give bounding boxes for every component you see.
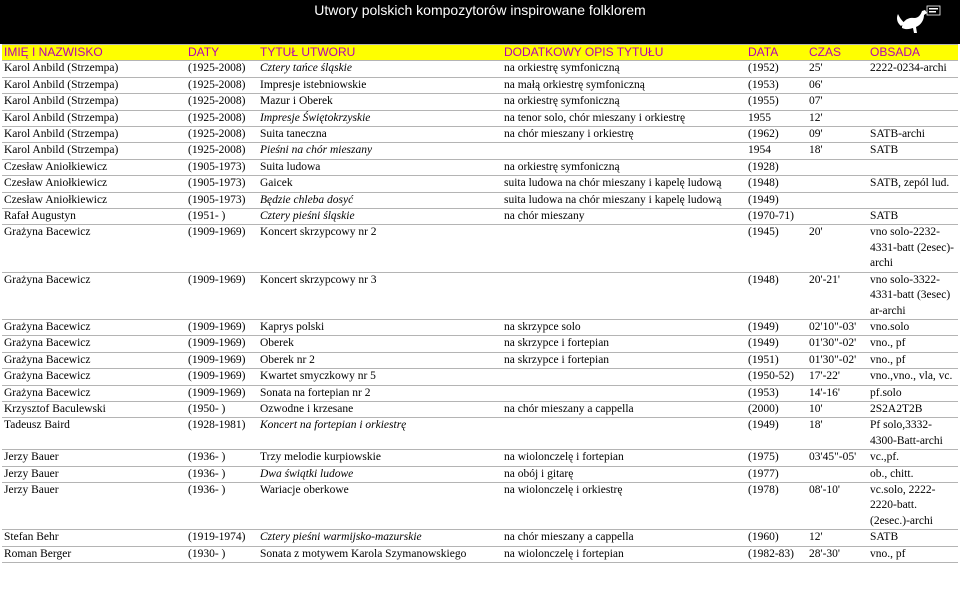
cell-title: Koncert skrzypcowy nr 3 [258,272,502,319]
cell-time: 06' [807,77,868,93]
cell-cast [868,77,958,93]
table-row [2,176,958,192]
cell-date: (1949) [746,192,807,208]
cell-description: na orkiestrę symfoniczną [502,61,746,77]
cell-time: 08'-10' [807,482,868,529]
cell-cast: 2222-0234-archi [868,61,958,77]
table-row [2,336,958,352]
cell-cast: vno.,vno., vla, vc. [868,369,958,385]
cell-name: Karol Anbild (Strzempa) [2,110,186,126]
cell-name: Rafał Augustyn [2,209,186,225]
cell-time: 12' [807,530,868,546]
table-row [2,94,958,110]
cell-title: Cztery pieśni warmijsko-mazurskie [258,530,502,546]
cell-cast [868,110,958,126]
cell-title: Mazur i Oberek [258,94,502,110]
cell-date: (1953) [746,385,807,401]
cell-date: (1960) [746,530,807,546]
cell-name: Jerzy Bauer [2,482,186,529]
cell-name: Karol Anbild (Strzempa) [2,77,186,93]
header-name: IMIĘ I NAZWISKO [2,45,186,61]
cell-cast: vno solo-2232-4331-batt (2esec)-archi [868,225,958,272]
table-row [2,225,958,272]
table-row [2,418,958,450]
cell-dates: (1909-1969) [186,385,258,401]
cell-cast: vc.solo, 2222-2220-batt.(2esec.)-archi [868,482,958,529]
cell-title: Koncert skrzypcowy nr 2 [258,225,502,272]
compositions-table [2,44,958,563]
cell-dates: (1909-1969) [186,225,258,272]
cell-time [807,176,868,192]
cell-cast: Pf solo,3332-4300-Batt-archi [868,418,958,450]
cell-cast: vc.,pf. [868,450,958,466]
cell-cast: vno solo-3322-4331-batt (3esec) ar-archi [868,272,958,319]
header-banner [0,0,960,44]
cell-name: Czesław Aniołkiewicz [2,159,186,175]
cell-name: Czesław Aniołkiewicz [2,192,186,208]
cell-date: (2000) [746,401,807,417]
cell-time: 02'10"-03' [807,319,868,335]
cell-title: Wariacje oberkowe [258,482,502,529]
table-row [2,110,958,126]
cell-cast [868,94,958,110]
cell-description: na wiolonczelę i orkiestrę [502,482,746,529]
table-row [2,546,958,562]
cell-description: na chór mieszany [502,209,746,225]
cell-name: Karol Anbild (Strzempa) [2,61,186,77]
cell-name: Tadeusz Baird [2,418,186,450]
cell-name: Grażyna Bacewicz [2,319,186,335]
header-time: CZAS [807,45,868,61]
cell-date: (1950-52) [746,369,807,385]
cell-dates: (1905-1973) [186,176,258,192]
cell-date: (1970-71) [746,209,807,225]
cell-dates: (1909-1969) [186,369,258,385]
cell-time: 18' [807,418,868,450]
cell-time: 03'45"-05' [807,450,868,466]
cell-cast: SATB-archi [868,127,958,143]
cell-dates: (1925-2008) [186,61,258,77]
cell-name: Grażyna Bacewicz [2,336,186,352]
cell-dates: (1925-2008) [186,143,258,159]
cell-title: Dwa świątki ludowe [258,466,502,482]
cell-title: Cztery pieśni śląskie [258,209,502,225]
cell-time [807,192,868,208]
cell-description: na chór mieszany a cappella [502,530,746,546]
cell-description: na wiolonczelę i fortepian [502,450,746,466]
cell-name: Grażyna Bacewicz [2,385,186,401]
cell-dates: (1925-2008) [186,127,258,143]
table-row [2,77,958,93]
cell-description: na skrzypce i fortepian [502,336,746,352]
cell-date: (1928) [746,159,807,175]
cell-title: Będzie chleba dosyć [258,192,502,208]
cell-title: Suita ludowa [258,159,502,175]
cell-dates: (1936- ) [186,482,258,529]
cell-dates: (1936- ) [186,450,258,466]
table-header-row [2,45,958,61]
table-row [2,319,958,335]
cell-name: Grażyna Bacewicz [2,352,186,368]
cell-dates: (1909-1969) [186,336,258,352]
cell-time: 20' [807,225,868,272]
cell-description: na tenor solo, chór mieszany i orkiestrę [502,110,746,126]
cell-time: 01'30"-02' [807,352,868,368]
table-row [2,127,958,143]
cell-description [502,418,746,450]
cell-date: (1952) [746,61,807,77]
cell-date: (1951) [746,352,807,368]
cell-description [502,369,746,385]
cell-title: Ozwodne i krzesane [258,401,502,417]
cell-date: (1953) [746,77,807,93]
cell-dates: (1905-1973) [186,159,258,175]
cell-description [502,385,746,401]
cell-name: Grażyna Bacewicz [2,272,186,319]
table-row [2,143,958,159]
cell-name: Czesław Aniołkiewicz [2,176,186,192]
cell-name: Karol Anbild (Strzempa) [2,143,186,159]
cell-cast: SATB [868,143,958,159]
cell-description: na skrzypce solo [502,319,746,335]
table-row [2,61,958,77]
cell-time: 20'-21' [807,272,868,319]
cell-dates: (1925-2008) [186,77,258,93]
table-row [2,450,958,466]
cell-date: 1955 [746,110,807,126]
cell-date: (1945) [746,225,807,272]
cell-cast: vno., pf [868,546,958,562]
cell-description [502,143,746,159]
cell-cast: SATB [868,209,958,225]
cell-description: suita ludowa na chór mieszany i kapelę ludową [502,176,746,192]
cell-description [502,272,746,319]
cell-description: na chór mieszany a cappella [502,401,746,417]
table-row [2,352,958,368]
cell-cast: SATB, zepól lud. [868,176,958,192]
cell-date: (1982-83) [746,546,807,562]
cell-dates: (1951- ) [186,209,258,225]
cell-title: Oberek nr 2 [258,352,502,368]
cell-title: Kwartet smyczkowy nr 5 [258,369,502,385]
table-row [2,272,958,319]
cell-description: na wiolonczelę i fortepian [502,546,746,562]
cell-time: 14'-16' [807,385,868,401]
cell-description: na chór mieszany i orkiestrę [502,127,746,143]
cell-time: 10' [807,401,868,417]
table-row [2,209,958,225]
cell-title: Gaicek [258,176,502,192]
table-row [2,466,958,482]
header-cast: OBSADA [868,45,958,61]
cell-date: 1954 [746,143,807,159]
cell-name: Krzysztof Baculewski [2,401,186,417]
cell-description [502,225,746,272]
cell-title: Sonata na fortepian nr 2 [258,385,502,401]
cell-time: 09' [807,127,868,143]
cell-time: 17'-22' [807,369,868,385]
cell-name: Grażyna Bacewicz [2,225,186,272]
cell-description: na orkiestrę symfoniczną [502,159,746,175]
cell-name: Grażyna Bacewicz [2,369,186,385]
header-date: DATA [746,45,807,61]
table-row [2,369,958,385]
cell-time: 18' [807,143,868,159]
cell-description: na obój i gitarę [502,466,746,482]
cell-description: na małą orkiestrę symfoniczną [502,77,746,93]
cell-time: 25' [807,61,868,77]
table-row [2,482,958,529]
table-row [2,401,958,417]
cell-name: Karol Anbild (Strzempa) [2,127,186,143]
cell-dates: (1919-1974) [186,530,258,546]
cell-dates: (1909-1969) [186,352,258,368]
cell-name: Stefan Behr [2,530,186,546]
cell-date: (1977) [746,466,807,482]
cell-date: (1955) [746,94,807,110]
rooster-logo-icon [893,2,943,42]
header-dates: DATY [186,45,258,61]
cell-title: Sonata z motywem Karola Szymanowskiego [258,546,502,562]
cell-dates: (1925-2008) [186,110,258,126]
cell-cast: vno.solo [868,319,958,335]
cell-date: (1975) [746,450,807,466]
cell-cast: vno., pf [868,352,958,368]
table-row [2,385,958,401]
cell-description: suita ludowa na chór mieszany i kapelę ludową [502,192,746,208]
cell-time: 12' [807,110,868,126]
cell-title: Trzy melodie kurpiowskie [258,450,502,466]
cell-description: na skrzypce i fortepian [502,352,746,368]
cell-date: (1949) [746,319,807,335]
cell-dates: (1909-1969) [186,272,258,319]
cell-cast [868,159,958,175]
cell-description: na orkiestrę symfoniczną [502,94,746,110]
page-title: Utwory polskich kompozytorów inspirowane folklorem [314,2,646,18]
cell-date: (1948) [746,176,807,192]
cell-cast: vno., pf [868,336,958,352]
cell-cast: ob., chitt. [868,466,958,482]
cell-time: 28'-30' [807,546,868,562]
cell-date: (1978) [746,482,807,529]
cell-date: (1949) [746,336,807,352]
cell-time [807,159,868,175]
cell-name: Jerzy Bauer [2,450,186,466]
cell-title: Koncert na fortepian i orkiestrę [258,418,502,450]
cell-cast [868,192,958,208]
cell-time [807,209,868,225]
cell-dates: (1930- ) [186,546,258,562]
cell-title: Suita taneczna [258,127,502,143]
cell-cast: SATB [868,530,958,546]
cell-date: (1962) [746,127,807,143]
cell-title: Impresje istebniowskie [258,77,502,93]
cell-title: Cztery tańce śląskie [258,61,502,77]
cell-title: Kaprys polski [258,319,502,335]
cell-date: (1949) [746,418,807,450]
cell-title: Impresje Świętokrzyskie [258,110,502,126]
cell-name: Jerzy Bauer [2,466,186,482]
cell-time [807,466,868,482]
header-description: DODATKOWY OPIS TYTUŁU [502,45,746,61]
cell-title: Pieśni na chór mieszany [258,143,502,159]
cell-name: Roman Berger [2,546,186,562]
cell-cast: 2S2A2T2B [868,401,958,417]
cell-dates: (1925-2008) [186,94,258,110]
table-row [2,192,958,208]
cell-title: Oberek [258,336,502,352]
header-title: TYTUŁ UTWORU [258,45,502,61]
cell-dates: (1936- ) [186,466,258,482]
cell-dates: (1950- ) [186,401,258,417]
cell-time: 07' [807,94,868,110]
table-row [2,159,958,175]
cell-dates: (1928-1981) [186,418,258,450]
cell-date: (1948) [746,272,807,319]
cell-cast: pf.solo [868,385,958,401]
cell-dates: (1905-1973) [186,192,258,208]
table-row [2,530,958,546]
cell-dates: (1909-1969) [186,319,258,335]
cell-name: Karol Anbild (Strzempa) [2,94,186,110]
cell-time: 01'30"-02' [807,336,868,352]
